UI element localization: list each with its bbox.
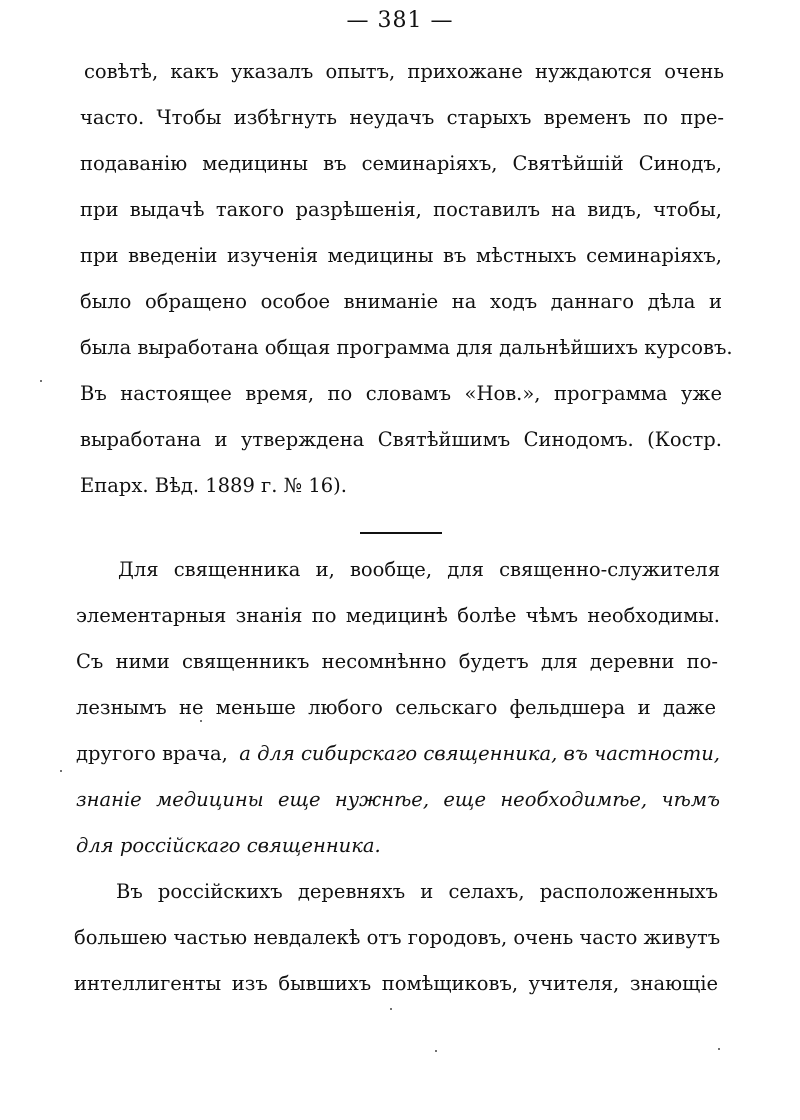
text-line: совѣтѣ, какъ указалъ опытъ, прихожане нуждаются очень [84,60,724,83]
text-line: интеллигенты изъ бывшихъ помѣщиковъ, учителя, знающіе [74,972,718,995]
text-line: Епарх. Вѣд. 1889 г. № 16). [80,474,347,497]
scan-speck [200,720,202,722]
text-line-emphasis: знаніе медицины еще нужнѣе, еще необходимѣе, чѣмъ [76,788,720,811]
text-line: при выдачѣ такого разрѣшенія, поставилъ на видъ, чтобы, [80,198,722,221]
text-line: Въ настоящее время, по словамъ «Нов.», программа уже [80,382,722,405]
text-line: большею частью невдалекѣ отъ городовъ, очень часто живутъ [74,926,721,949]
text-segment-emphasis: а для сибирскаго священника, въ частности, [239,742,720,765]
scan-speck [435,1050,437,1052]
text-line: было обращено особое вниманіе на ходъ даннаго дѣла и [80,290,722,313]
scan-speck [718,1048,720,1050]
text-line: элементарныя знанія по медицинѣ болѣе чѣмъ необходимы. [76,604,720,627]
page-number: — 381 — [346,8,454,33]
scan-speck [60,770,62,772]
text-line: Въ россійскихъ деревняхъ и селахъ, расположенныхъ [116,880,718,903]
text-line: при введеніи изученія медицины въ мѣстныхъ семинаріяхъ, [80,244,722,267]
scan-speck [40,380,42,382]
text-line: выработана и утверждена Святѣйшимъ Синодомъ. (Костр. [80,428,722,451]
text-line-emphasis: для россійскаго священника. [76,834,381,857]
text-segment-regular: другого врача, [76,742,228,765]
text-line: Для священника и, вообще, для священно-служителя [118,558,720,581]
text-line-mixed [76,740,720,768]
text-line: лезнымъ не меньше любого сельскаго фельдшера и даже [76,696,716,719]
text-line: подаванію медицины въ семинаріяхъ, Святѣйшій Синодъ, [80,152,722,175]
section-divider [360,532,442,534]
scan-speck [390,1008,392,1010]
text-line: Съ ними священникъ несомнѣнно будетъ для деревни по- [76,650,718,673]
text-line: была выработана общая программа для дальнѣйшихъ курсовъ. [80,336,733,359]
text-line: часто. Чтобы избѣгнуть неудачъ старыхъ временъ по пре- [80,106,724,129]
